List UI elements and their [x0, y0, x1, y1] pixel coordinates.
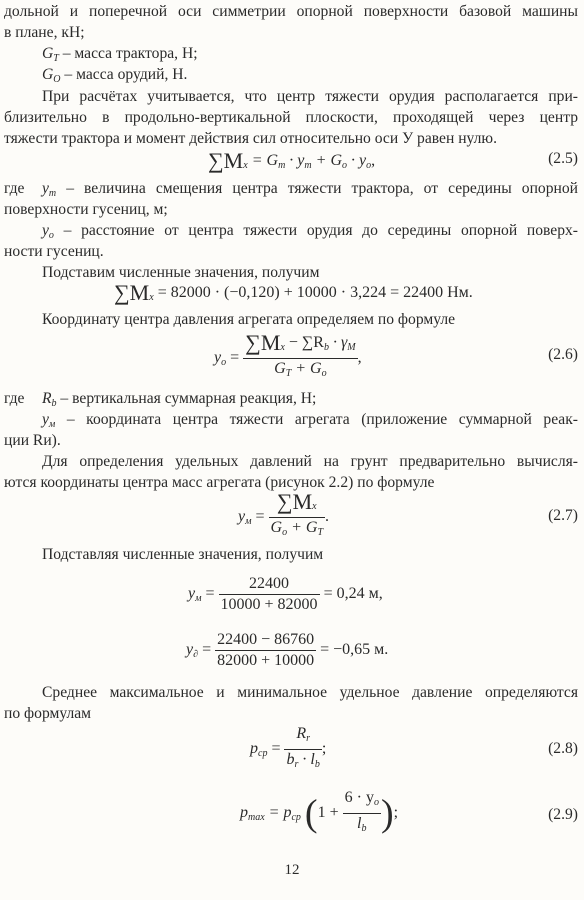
definition-line: $G_O$ – масса орудий, Н. [42, 66, 188, 85]
equation-number: (2.8) [548, 740, 578, 757]
definition-line: $G_T$ – масса трактора, Н; [42, 45, 198, 64]
equation-number: (2.5) [548, 150, 578, 167]
text-line: При расчётах учитывается, что центр тяжести орудия располагается при- [42, 88, 578, 105]
text-line: дольной и поперечной оси симметрии опорной поверхности базовой машины [4, 3, 578, 20]
text-line: в плане, кН; [4, 24, 85, 41]
text-line: Для определения удельных давлений на грунт предварительно вычисля- [42, 453, 578, 470]
text-line: по формулам [4, 705, 92, 722]
definition-line: $R_b$ – вертикальная суммарная реакция, Н; [42, 390, 317, 409]
text-line: Подставим численные значения, получим [42, 264, 320, 281]
definition-line: $y_m$ – величина смещения центра тяжести трактора, от середины опорной [42, 180, 578, 199]
page-number: 12 [284, 862, 300, 878]
equation-number: (2.6) [548, 346, 578, 363]
text-line: близительно в продольно-вертикальной плоскости, проходящей через центр [4, 109, 578, 126]
equation-2-7: $y_м$ = $\frac{\sum M_x}{G_o + G_T}$ . [238, 489, 330, 538]
equation-numeric: $\sum M_x = 82000 \cdot (-0,120) + 10000 \cdot 3,224 = 22400$ Нм. [114, 280, 473, 305]
text-line: Подставляя численные значения, получим [42, 546, 324, 563]
text-line: поверхности гусениц, м; [4, 201, 168, 218]
definition-line: $y_o$ – расстояние от центра тяжести орудия до середины опорной поверх- [42, 222, 578, 241]
text-line: тяжести трактора и момент действия сил относительно оси У равен нулю. [4, 130, 497, 147]
equation-2-6: $y_o$ = $\frac{\sum M_x - \sum R_b \cdot \gamma_M}{G_T + G_o}$ , [214, 330, 362, 379]
equation-numeric: $y_м$ = $\frac{22400}{10000 + 82000}$ = 0,24 м, [188, 575, 383, 613]
definition-line: $y_м$ – координата центра тяжести агрегата (приложение суммарной реак- [42, 411, 578, 430]
text-line: ции Rи). [4, 432, 61, 449]
equation-2-8: $p_{cp}$ = $\frac{R_r}{b_r \cdot l_b}$ ; [250, 725, 327, 770]
text-line: ются координаты центра масс агрегата (рисунок 2.2) по формуле [4, 474, 435, 491]
equation-numeric: $y_\partial$ = $\frac{22400 - 86760}{82000 + 10000}$ = −0,65 м. [186, 631, 389, 669]
where-label: где [4, 390, 25, 407]
text-line: ности гусениц. [4, 243, 104, 260]
equation-number: (2.7) [548, 507, 578, 524]
equation-2-5: $\sum M_x = G_m \cdot y_m + G_o \cdot y_o$, [208, 148, 376, 173]
text-line: Координату центра давления агрегата определяем по формуле [42, 311, 456, 328]
text-line: Среднее максимальное и минимальное удельное давление определяются [42, 684, 578, 701]
equation-2-9: $p_{max} = p_{cp}$ (1 + $\frac{6 \cdot y_o}{l_b}$ ); [240, 789, 399, 835]
equation-number: (2.9) [548, 806, 578, 823]
where-label: где [4, 180, 25, 197]
